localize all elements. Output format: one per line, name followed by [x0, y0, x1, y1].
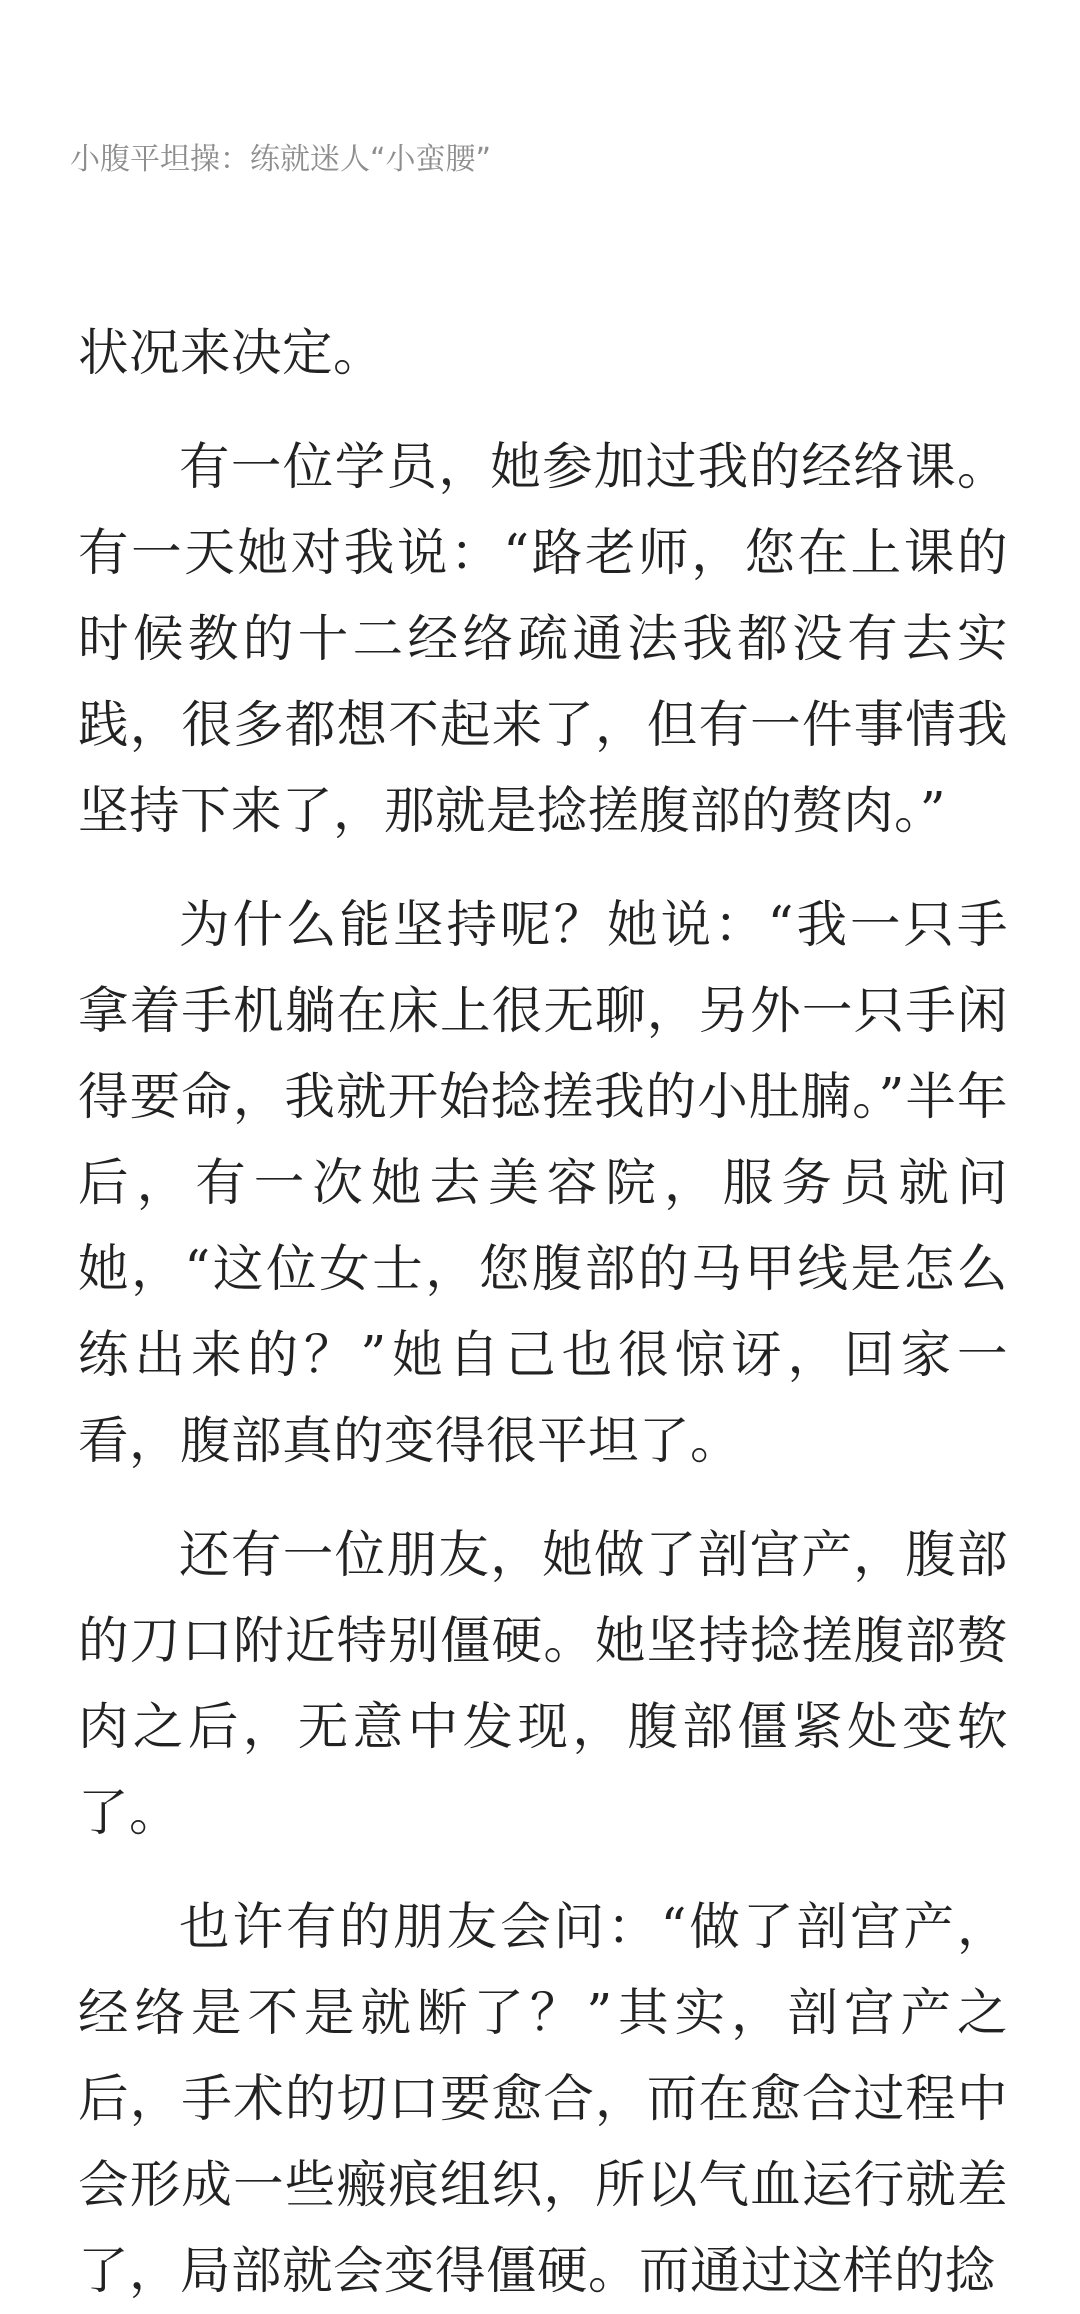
- chapter-header: 小腹平坦操：练就迷人“小蛮腰”: [70, 142, 492, 177]
- paragraph-1: 状况来决定。: [78, 323, 384, 382]
- paragraph-4: 还有一位朋友，她做了剖宫产，腹部的刀口附近特别僵硬。她坚持捻搓腹部赘肉之后，无意中发现，腹部僵紧处变软了。: [78, 1525, 1008, 1842]
- paragraph-3: 为什么能坚持呢？她说：“我一只手拿着手机躺在床上很无聊，另外一只手闲得要命，我就开始捻搓我的小肚腩。”半年后，有一次她去美容院，服务员就问她，“这位女士，您腹部的马甲线是怎么练出来的？”她自己也很惊讶，回家一看，腹部真的变得很平坦了。: [78, 895, 1008, 1470]
- article-body: [78, 310, 1008, 2314]
- paragraph-2: 有一位学员，她参加过我的经络课。有一天她对我说：“路老师，您在上课的时候教的十二经络疏通法我都没有去实践，很多都想不起来了，但有一件事情我坚持下来了，那就是捻搓腹部的赘肉。”: [78, 437, 1008, 840]
- paragraph-5: 也许有的朋友会问：“做了剖宫产，经络是不是就断了？”其实，剖宫产之后，手术的切口要愈合，而在愈合过程中会形成一些瘢痕组织，所以气血运行就差了，局部就会变得僵硬。而通过这样的捻: [78, 1897, 1008, 2300]
